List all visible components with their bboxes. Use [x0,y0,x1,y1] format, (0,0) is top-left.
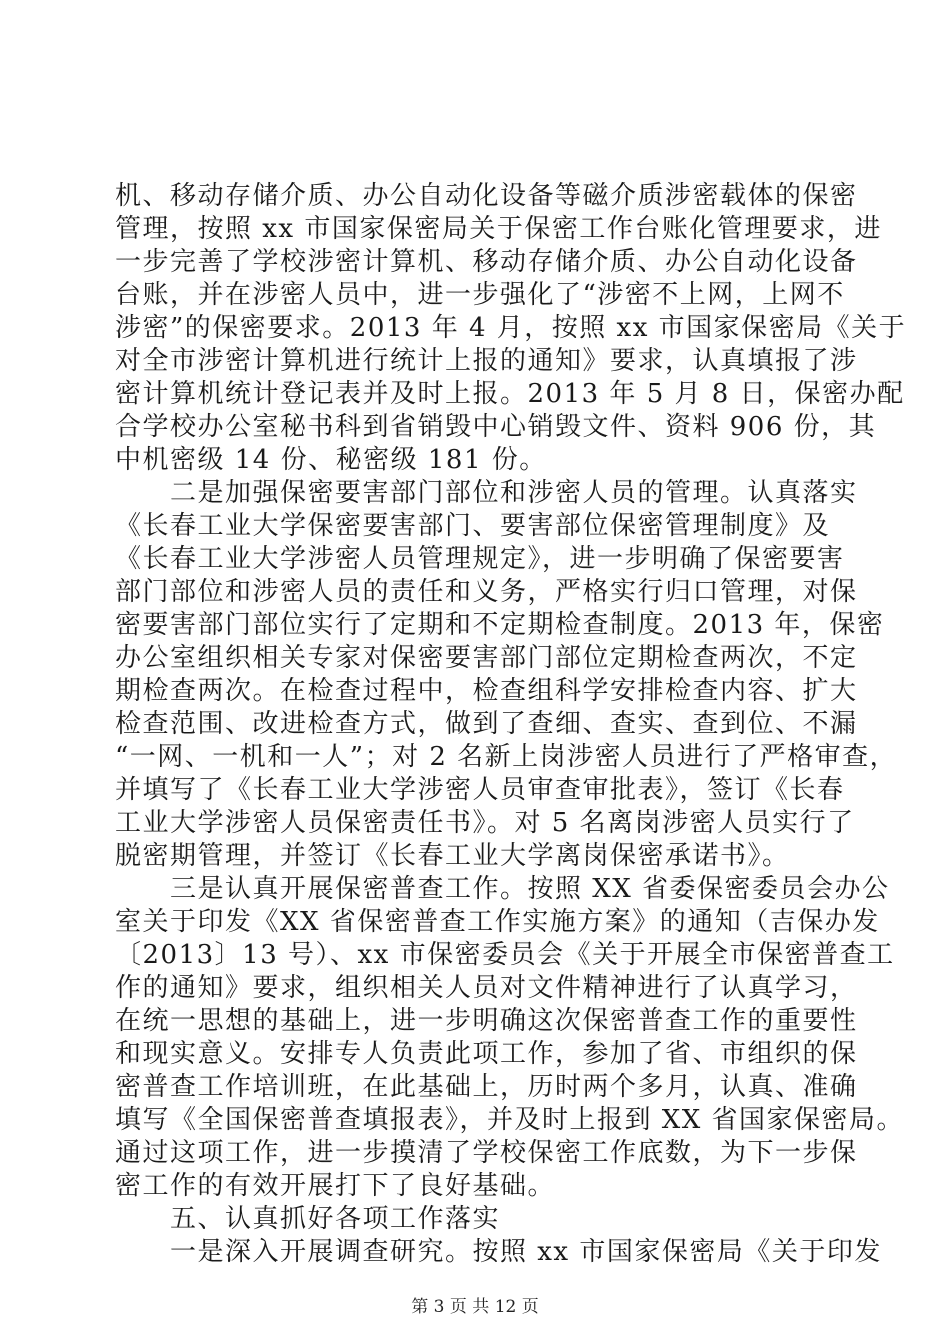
paragraph-start-line: 一是深入开展调查研究。按照 xx 市国家保密局《关于印发 [170,1237,882,1267]
text-line: 对全市涉密计算机进行统计上报的通知》要求，认真填报了涉 [115,346,858,376]
text-line: 期检查两次。在检查过程中，检查组科学安排检查内容、扩大 [115,676,858,706]
section-heading: 五、认真抓好各项工作落实 [170,1204,501,1234]
text-line: 〔2013〕13 号）、xx 市保密委员会《关于开展全市保密普查工 [115,940,895,970]
text-line: “一网、一机和一人”；对 2 名新上岗涉密人员进行了严格审查， [115,742,898,772]
paragraph-start-line: 二是加强保密要害部门部位和涉密人员的管理。认真落实 [170,478,858,508]
text-line: 一步完善了学校涉密计算机、移动存储介质、办公自动化设备 [115,247,858,277]
text-line: 管理，按照 xx 市国家保密局关于保密工作台账化管理要求，进 [115,214,882,244]
text-line: 办公室组织相关专家对保密要害部门部位定期检查两次，不定 [115,643,858,673]
text-line: 检查范围、改进检查方式，做到了查细、查实、查到位、不漏 [115,709,858,739]
text-line: 中机密级 14 份、秘密级 181 份。 [115,445,547,475]
text-line: 《长春工业大学保密要害部门、要害部位保密管理制度》及 [115,511,831,541]
text-line: 密工作的有效开展打下了良好基础。 [115,1171,556,1201]
text-line: 工业大学涉密人员保密责任书》。对 5 名离岗涉密人员实行了 [115,808,855,838]
text-line: 和现实意义。安排专人负责此项工作，参加了省、市组织的保 [115,1039,858,1069]
text-line: 台账，并在涉密人员中，进一步强化了“涉密不上网，上网不 [115,280,845,310]
text-line: 并填写了《长春工业大学涉密人员审查审批表》，签订《长春 [115,775,845,805]
text-line: 作的通知》要求，组织相关人员对文件精神进行了认真学习， [115,973,858,1003]
text-line: 部门部位和涉密人员的责任和义务，严格实行归口管理，对保 [115,577,858,607]
text-line: 脱密期管理，并签订《长春工业大学离岗保密承诺书》。 [115,841,790,871]
paragraph-start-line: 三是认真开展保密普查工作。按照 XX 省委保密委员会办公 [170,874,890,904]
text-line: 填写《全国保密普查填报表》，并及时上报到 XX 省国家保密局。 [115,1105,905,1135]
text-line: 密计算机统计登记表并及时上报。2013 年 5 月 8 日，保密办配 [115,379,905,409]
text-line: 密要害部门部位实行了定期和不定期检查制度。2013 年，保密 [115,610,885,640]
text-line: 密普查工作培训班，在此基础上，历时两个多月，认真、准确 [115,1072,858,1102]
text-line: 涉密”的保密要求。2013 年 4 月，按照 xx 市国家保密局《关于 [115,313,907,343]
page-number-footer: 第 3 页 共 12 页 [411,1297,539,1317]
text-line: 合学校办公室秘书科到省销毁中心销毁文件、资料 906 份，其 [115,412,877,442]
text-line: 室关于印发《XX 省保密普查工作实施方案》的通知（吉保办发 [115,907,880,937]
text-line: 通过这项工作，进一步摸清了学校保密工作底数，为下一步保 [115,1138,858,1168]
text-line: 《长春工业大学涉密人员管理规定》，进一步明确了保密要害 [115,544,845,574]
text-line: 在统一思想的基础上，进一步明确这次保密普查工作的重要性 [115,1006,858,1036]
text-line: 机、移动存储介质、办公自动化设备等磁介质涉密载体的保密 [115,181,858,211]
